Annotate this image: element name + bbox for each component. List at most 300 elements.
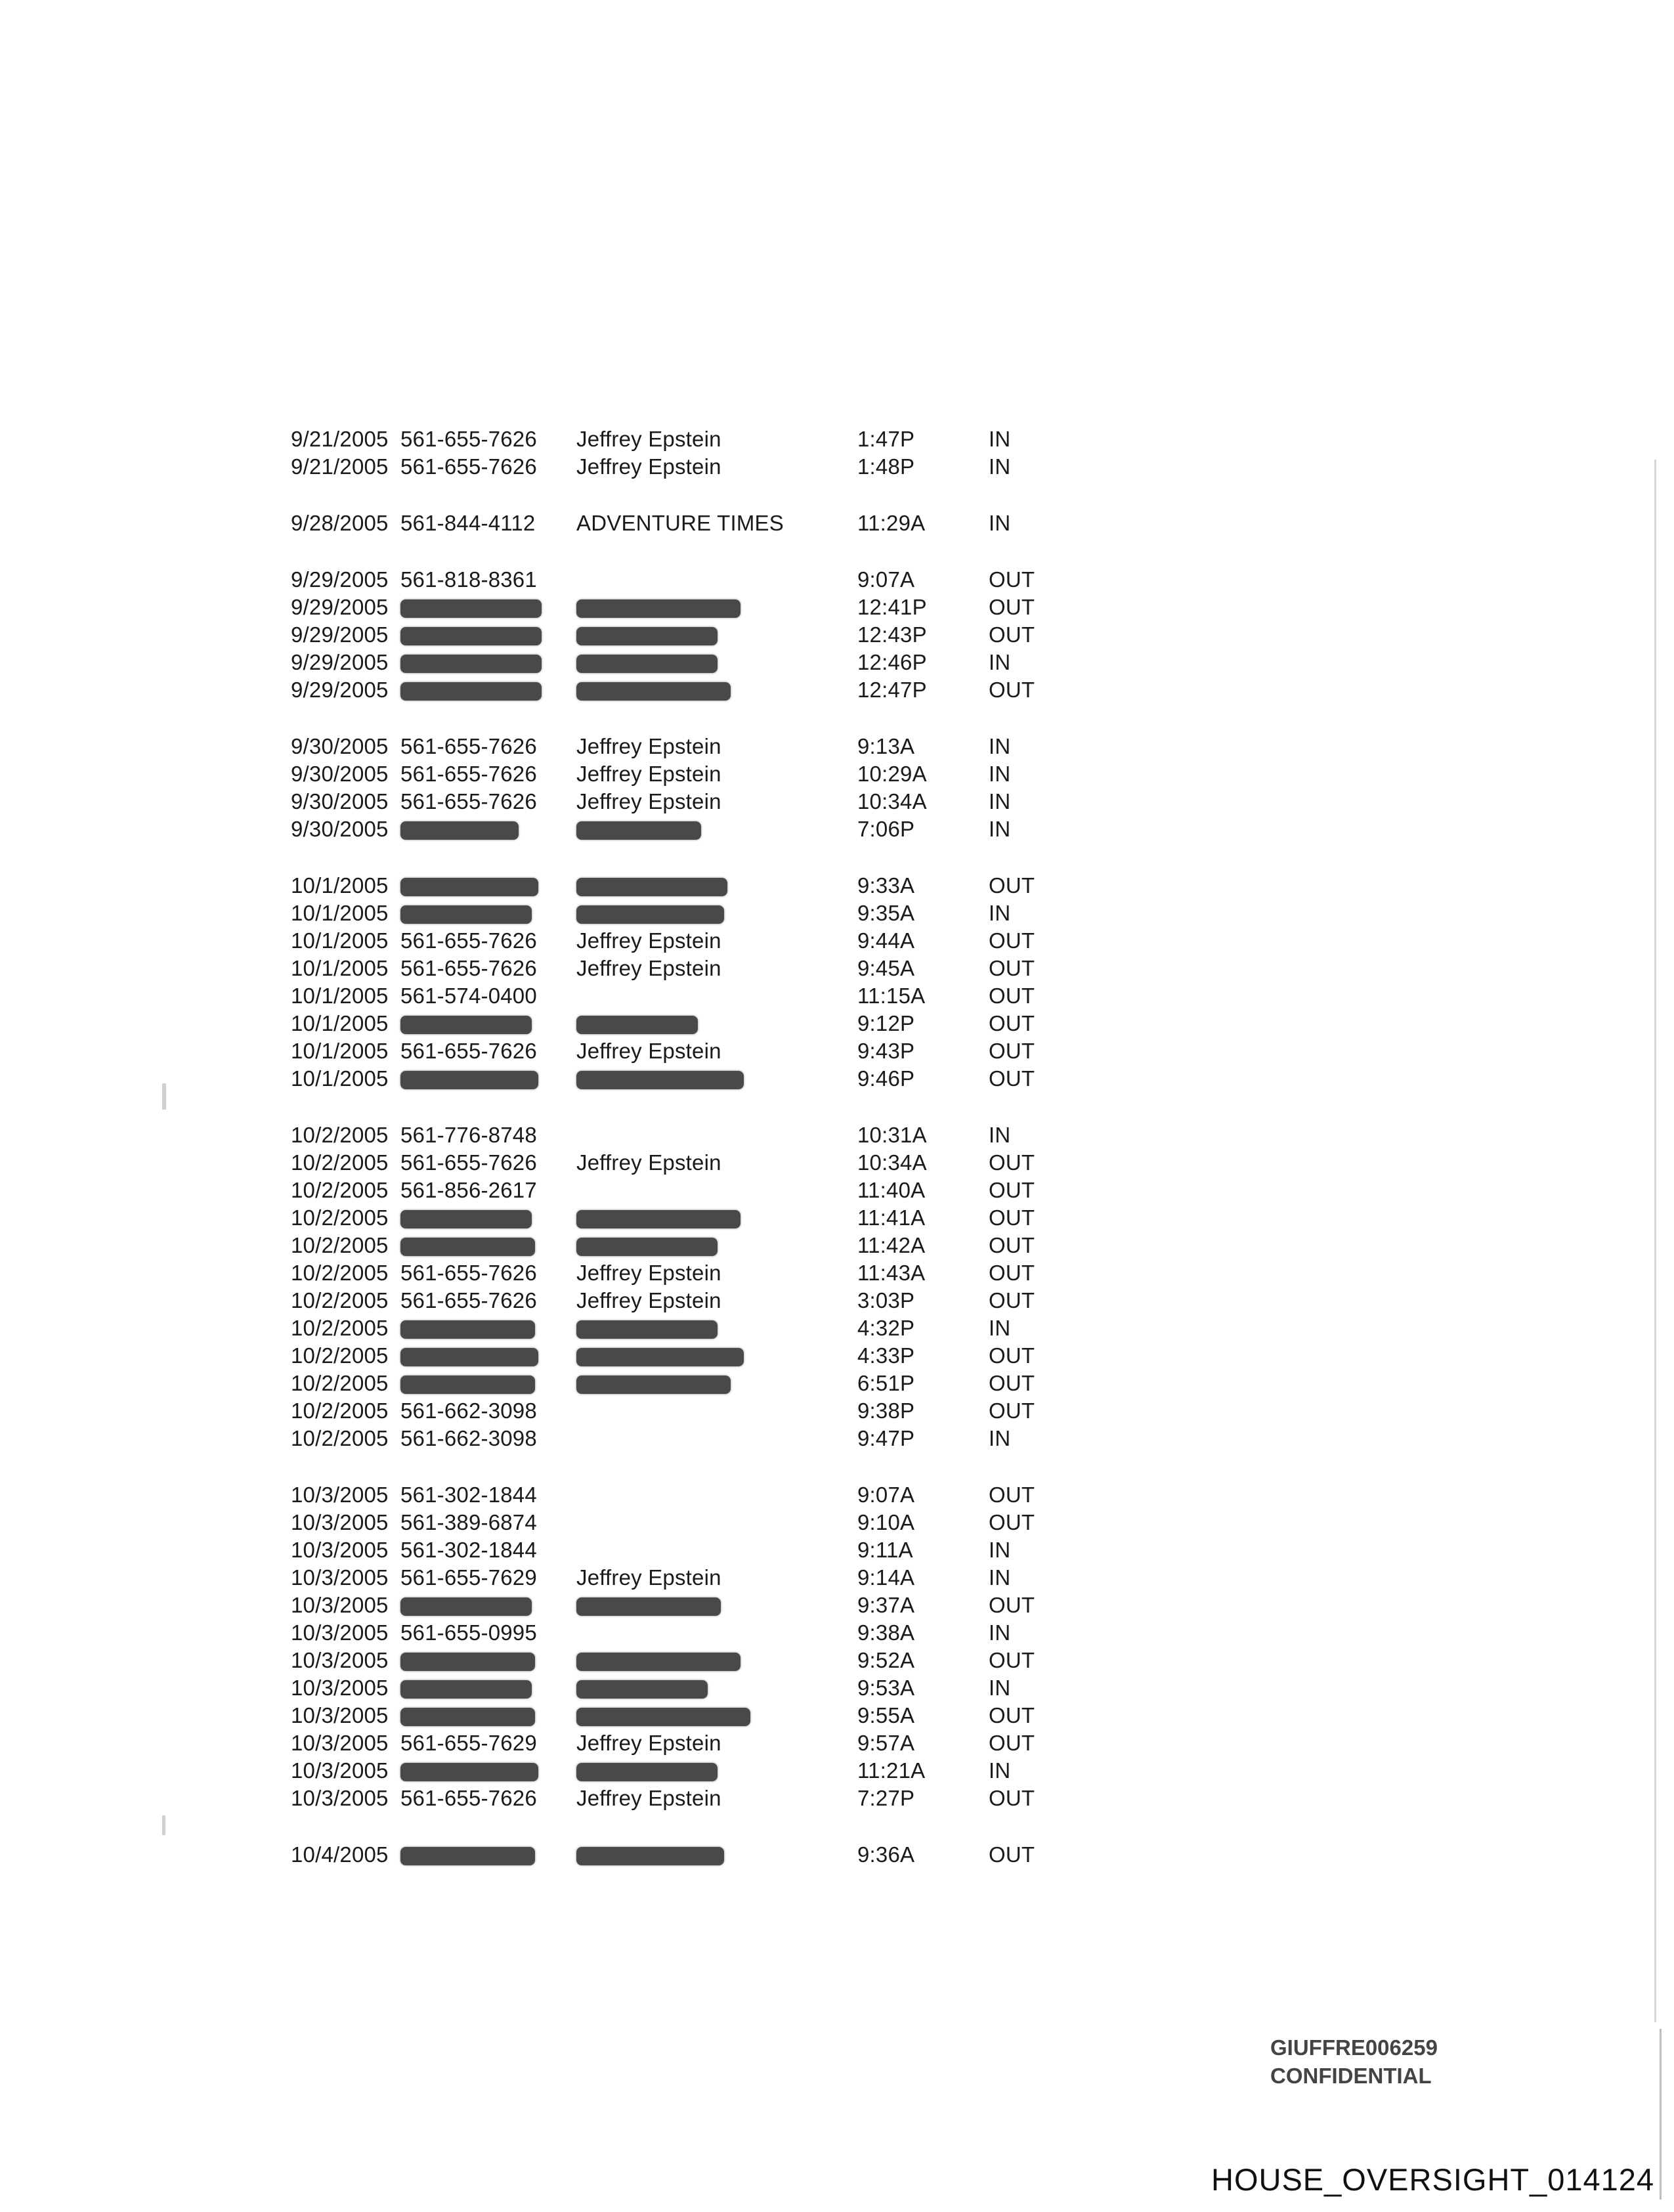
- call-date: 9/30/2005: [291, 817, 389, 841]
- call-direction: OUT: [989, 1483, 1035, 1507]
- redacted-name: [576, 1204, 740, 1232]
- redacted-phone: [400, 1342, 538, 1370]
- redaction-bar: [400, 1016, 532, 1034]
- house-oversight-number: HOUSE_OVERSIGHT_014124: [1211, 2162, 1655, 2197]
- phone-number: 561-776-8748: [400, 1123, 537, 1147]
- redacted-name: [576, 676, 731, 704]
- log-row: [0, 815, 1674, 843]
- call-time: 9:55A: [857, 1703, 915, 1727]
- call-time: 9:43P: [857, 1039, 915, 1063]
- redaction-bar: [400, 627, 542, 645]
- redaction-bar: [400, 599, 542, 618]
- call-time: 9:07A: [857, 567, 915, 592]
- call-direction: OUT: [989, 1150, 1035, 1175]
- log-row: [0, 927, 1674, 955]
- call-date: 9/30/2005: [291, 762, 389, 786]
- call-time: 12:47P: [857, 678, 927, 702]
- phone-number: 561-655-7626: [400, 1039, 537, 1063]
- call-date: 10/1/2005: [291, 928, 389, 953]
- call-time: 11:15A: [857, 984, 926, 1008]
- log-row: [0, 982, 1674, 1010]
- call-time: 9:45A: [857, 956, 915, 980]
- redaction-bar: [400, 1847, 535, 1865]
- log-row: [0, 649, 1674, 676]
- redaction-bar: [576, 821, 701, 840]
- call-time: 10:34A: [857, 789, 927, 813]
- redacted-phone: [400, 815, 519, 843]
- phone-number: 561-655-7626: [400, 1150, 537, 1175]
- call-direction: OUT: [989, 1510, 1035, 1534]
- phone-number: 561-662-3098: [400, 1399, 537, 1423]
- redacted-phone: [400, 1841, 535, 1869]
- contact-name: Jeffrey Epstein: [576, 1565, 721, 1590]
- contact-name: Jeffrey Epstein: [576, 427, 721, 451]
- redacted-phone: [400, 1702, 535, 1729]
- bates-number: GIUFFRE006259: [1270, 2035, 1438, 2060]
- redaction-bar: [400, 1680, 532, 1699]
- redaction-bar: [576, 1348, 744, 1366]
- call-time: 1:48P: [857, 454, 915, 479]
- call-direction: IN: [989, 1426, 1011, 1450]
- phone-number: 561-655-7626: [400, 789, 537, 813]
- redaction-bar: [400, 1376, 535, 1394]
- call-date: 10/3/2005: [291, 1703, 389, 1727]
- call-direction: OUT: [989, 984, 1035, 1008]
- call-date: 10/4/2005: [291, 1842, 389, 1867]
- call-direction: IN: [989, 511, 1011, 535]
- redaction-bar: [400, 655, 542, 673]
- call-direction: OUT: [989, 1066, 1035, 1091]
- redacted-phone: [400, 900, 532, 927]
- call-date: 10/2/2005: [291, 1343, 389, 1368]
- call-time: 9:37A: [857, 1593, 915, 1617]
- redaction-bar: [400, 1071, 538, 1089]
- call-date: 10/1/2005: [291, 873, 389, 898]
- phone-number: 561-655-7626: [400, 1261, 537, 1285]
- log-row: [0, 1509, 1674, 1536]
- contact-name: Jeffrey Epstein: [576, 1039, 721, 1063]
- redacted-name: [576, 1647, 740, 1674]
- log-row: [0, 1232, 1674, 1259]
- redaction-bar: [576, 655, 718, 673]
- call-time: 12:41P: [857, 595, 927, 619]
- call-time: 9:47P: [857, 1426, 915, 1450]
- log-row: [0, 425, 1674, 453]
- log-row: [0, 1342, 1674, 1370]
- call-direction: OUT: [989, 1011, 1035, 1035]
- call-date: 10/3/2005: [291, 1593, 389, 1617]
- call-direction: OUT: [989, 1205, 1035, 1230]
- log-row: [0, 1757, 1674, 1785]
- phone-number: 561-655-7626: [400, 1288, 537, 1312]
- phone-number: 561-655-7626: [400, 762, 537, 786]
- phone-number: 561-655-0995: [400, 1620, 537, 1645]
- call-direction: OUT: [989, 928, 1035, 953]
- redacted-phone: [400, 1757, 538, 1785]
- call-direction: IN: [989, 1676, 1011, 1700]
- call-time: 9:11A: [857, 1538, 913, 1562]
- redacted-name: [576, 1592, 721, 1619]
- call-date: 10/3/2005: [291, 1538, 389, 1562]
- call-date: 10/3/2005: [291, 1758, 389, 1783]
- call-date: 10/1/2005: [291, 901, 389, 925]
- scan-speck: [162, 1083, 166, 1110]
- redacted-name: [576, 1342, 744, 1370]
- redacted-name: [576, 594, 740, 621]
- call-direction: OUT: [989, 1371, 1035, 1395]
- redaction-bar: [400, 1708, 535, 1726]
- redacted-name: [576, 815, 701, 843]
- phone-number: 561-655-7626: [400, 454, 537, 479]
- call-time: 9:38A: [857, 1620, 915, 1645]
- redaction-bar: [576, 599, 740, 618]
- redaction-bar: [400, 1320, 535, 1339]
- log-row: [0, 1702, 1674, 1729]
- redacted-phone: [400, 1674, 532, 1702]
- call-date: 10/2/2005: [291, 1178, 389, 1202]
- redaction-bar: [576, 1653, 740, 1671]
- call-date: 10/1/2005: [291, 1039, 389, 1063]
- call-date: 10/3/2005: [291, 1565, 389, 1590]
- call-time: 7:27P: [857, 1786, 915, 1810]
- call-direction: OUT: [989, 1288, 1035, 1312]
- call-time: 9:13A: [857, 734, 915, 758]
- redacted-name: [576, 872, 727, 900]
- log-row: [0, 594, 1674, 621]
- phone-number: 561-574-0400: [400, 984, 537, 1008]
- redaction-bar: [400, 1238, 535, 1256]
- redaction-bar: [576, 1016, 698, 1034]
- call-date: 10/2/2005: [291, 1288, 389, 1312]
- log-row: [0, 1010, 1674, 1037]
- log-row: [0, 1729, 1674, 1757]
- call-time: 10:34A: [857, 1150, 927, 1175]
- call-date: 10/3/2005: [291, 1786, 389, 1810]
- call-time: 9:35A: [857, 901, 915, 925]
- log-row: [0, 1177, 1674, 1204]
- call-time: 11:21A: [857, 1758, 926, 1783]
- call-direction: IN: [989, 817, 1011, 841]
- redaction-bar: [400, 1348, 538, 1366]
- log-row: [0, 1841, 1674, 1869]
- call-direction: OUT: [989, 595, 1035, 619]
- call-time: 11:29A: [857, 511, 926, 535]
- phone-number: 561-655-7629: [400, 1565, 537, 1590]
- redaction-bar: [400, 682, 542, 701]
- redaction-bar: [576, 1847, 724, 1865]
- redaction-bar: [576, 1320, 718, 1339]
- redaction-bar: [400, 1763, 538, 1781]
- contact-name: Jeffrey Epstein: [576, 1288, 721, 1312]
- redaction-bar: [400, 1597, 532, 1616]
- call-date: 10/1/2005: [291, 1066, 389, 1091]
- call-date: 10/3/2005: [291, 1620, 389, 1645]
- call-date: 10/2/2005: [291, 1426, 389, 1450]
- redaction-bar: [400, 878, 538, 896]
- phone-number: 561-655-7626: [400, 1786, 537, 1810]
- log-row: [0, 1037, 1674, 1065]
- scan-edge-line-lower: [1660, 2029, 1662, 2200]
- redacted-name: [576, 621, 718, 649]
- call-direction: OUT: [989, 1261, 1035, 1285]
- call-date: 9/28/2005: [291, 511, 389, 535]
- phone-number: 561-302-1844: [400, 1483, 537, 1507]
- call-direction: IN: [989, 1620, 1011, 1645]
- call-date: 10/3/2005: [291, 1648, 389, 1672]
- call-time: 4:33P: [857, 1343, 915, 1368]
- log-row: [0, 1592, 1674, 1619]
- redacted-name: [576, 1010, 698, 1037]
- redacted-name: [576, 1702, 750, 1729]
- call-time: 9:44A: [857, 928, 915, 953]
- contact-name: ADVENTURE TIMES: [576, 511, 784, 535]
- contact-name: Jeffrey Epstein: [576, 454, 721, 479]
- redaction-bar: [576, 1376, 731, 1394]
- call-direction: OUT: [989, 1786, 1035, 1810]
- call-direction: IN: [989, 734, 1011, 758]
- call-time: 10:31A: [857, 1123, 927, 1147]
- call-time: 9:53A: [857, 1676, 915, 1700]
- redaction-bar: [576, 1210, 740, 1228]
- redacted-name: [576, 1841, 724, 1869]
- redaction-bar: [576, 1238, 718, 1256]
- call-date: 10/3/2005: [291, 1731, 389, 1755]
- call-direction: OUT: [989, 678, 1035, 702]
- call-direction: IN: [989, 1538, 1011, 1562]
- call-direction: OUT: [989, 622, 1035, 647]
- redaction-bar: [576, 878, 727, 896]
- call-direction: OUT: [989, 1178, 1035, 1202]
- redacted-phone: [400, 1592, 532, 1619]
- call-date: 10/2/2005: [291, 1205, 389, 1230]
- call-time: 9:57A: [857, 1731, 915, 1755]
- redacted-phone: [400, 1010, 532, 1037]
- redacted-phone: [400, 872, 538, 900]
- call-direction: OUT: [989, 873, 1035, 898]
- redacted-phone: [400, 1647, 535, 1674]
- call-date: 9/29/2005: [291, 622, 389, 647]
- phone-number: 561-662-3098: [400, 1426, 537, 1450]
- log-row: [0, 1287, 1674, 1314]
- call-date: 10/3/2005: [291, 1676, 389, 1700]
- log-row: [0, 788, 1674, 815]
- call-direction: IN: [989, 762, 1011, 786]
- redacted-phone: [400, 649, 542, 676]
- log-row: [0, 1149, 1674, 1177]
- log-row: [0, 733, 1674, 760]
- redacted-name: [576, 1674, 708, 1702]
- redaction-bar: [400, 905, 532, 924]
- call-date: 10/1/2005: [291, 956, 389, 980]
- redacted-phone: [400, 1232, 535, 1259]
- redacted-name: [576, 1065, 744, 1093]
- log-row: [0, 676, 1674, 704]
- call-date: 10/2/2005: [291, 1316, 389, 1340]
- redacted-name: [576, 1232, 718, 1259]
- contact-name: Jeffrey Epstein: [576, 956, 721, 980]
- call-time: 9:14A: [857, 1565, 915, 1590]
- log-row: [0, 1619, 1674, 1647]
- call-time: 12:46P: [857, 650, 927, 674]
- call-direction: OUT: [989, 567, 1035, 592]
- scan-edge-line: [1654, 460, 1656, 2022]
- redaction-bar: [576, 1597, 721, 1616]
- call-time: 9:33A: [857, 873, 915, 898]
- log-row: [0, 1647, 1674, 1674]
- log-row: [0, 621, 1674, 649]
- call-date: 10/2/2005: [291, 1233, 389, 1257]
- call-time: 4:32P: [857, 1316, 915, 1340]
- call-time: 9:12P: [857, 1011, 915, 1035]
- log-row: [0, 1785, 1674, 1812]
- redacted-phone: [400, 621, 542, 649]
- call-time: 11:41A: [857, 1205, 926, 1230]
- log-row: [0, 1370, 1674, 1397]
- redacted-name: [576, 900, 724, 927]
- redaction-bar: [576, 1763, 718, 1781]
- contact-name: Jeffrey Epstein: [576, 1150, 721, 1175]
- redacted-phone: [400, 1065, 538, 1093]
- call-direction: IN: [989, 1316, 1011, 1340]
- call-time: 11:42A: [857, 1233, 926, 1257]
- redaction-bar: [400, 1653, 535, 1671]
- log-row: [0, 453, 1674, 481]
- call-date: 9/29/2005: [291, 567, 389, 592]
- redacted-phone: [400, 676, 542, 704]
- log-row: [0, 1121, 1674, 1149]
- log-row: [0, 955, 1674, 982]
- contact-name: Jeffrey Epstein: [576, 1261, 721, 1285]
- contact-name: Jeffrey Epstein: [576, 789, 721, 813]
- contact-name: Jeffrey Epstein: [576, 734, 721, 758]
- call-date: 10/2/2005: [291, 1123, 389, 1147]
- call-time: 10:29A: [857, 762, 927, 786]
- log-row: [0, 1425, 1674, 1452]
- call-time: 11:43A: [857, 1261, 926, 1285]
- log-row: [0, 1481, 1674, 1509]
- log-row: [0, 872, 1674, 900]
- redacted-phone: [400, 1370, 535, 1397]
- redaction-bar: [576, 1071, 744, 1089]
- call-direction: OUT: [989, 1039, 1035, 1063]
- call-direction: IN: [989, 901, 1011, 925]
- call-time: 11:40A: [857, 1178, 926, 1202]
- call-direction: IN: [989, 1123, 1011, 1147]
- phone-number: 561-818-8361: [400, 567, 537, 592]
- call-direction: OUT: [989, 1731, 1035, 1755]
- call-direction: IN: [989, 1758, 1011, 1783]
- call-time: 9:36A: [857, 1842, 915, 1867]
- call-date: 9/30/2005: [291, 789, 389, 813]
- call-date: 9/29/2005: [291, 650, 389, 674]
- log-row: [0, 1536, 1674, 1564]
- call-date: 10/2/2005: [291, 1399, 389, 1423]
- phone-number: 561-844-4112: [400, 511, 536, 535]
- log-row: [0, 1397, 1674, 1425]
- redacted-name: [576, 1370, 731, 1397]
- call-time: 12:43P: [857, 622, 927, 647]
- log-row: [0, 760, 1674, 788]
- phone-number: 561-655-7626: [400, 427, 537, 451]
- call-time: 7:06P: [857, 817, 915, 841]
- redaction-bar: [576, 682, 731, 701]
- log-row: [0, 1204, 1674, 1232]
- call-time: 9:10A: [857, 1510, 915, 1534]
- call-direction: OUT: [989, 1648, 1035, 1672]
- call-time: 1:47P: [857, 427, 915, 451]
- call-direction: IN: [989, 789, 1011, 813]
- call-time: 9:07A: [857, 1483, 915, 1507]
- contact-name: Jeffrey Epstein: [576, 1786, 721, 1810]
- contact-name: Jeffrey Epstein: [576, 762, 721, 786]
- redaction-bar: [576, 905, 724, 924]
- call-time: 6:51P: [857, 1371, 915, 1395]
- contact-name: Jeffrey Epstein: [576, 928, 721, 953]
- log-row: [0, 900, 1674, 927]
- call-date: 10/2/2005: [291, 1150, 389, 1175]
- redacted-phone: [400, 594, 542, 621]
- redacted-phone: [400, 1204, 532, 1232]
- redaction-bar: [400, 821, 519, 840]
- log-row: [0, 510, 1674, 537]
- log-row: [0, 1314, 1674, 1342]
- contact-name: Jeffrey Epstein: [576, 1731, 721, 1755]
- call-date: 9/30/2005: [291, 734, 389, 758]
- call-direction: OUT: [989, 1399, 1035, 1423]
- phone-number: 561-655-7629: [400, 1731, 537, 1755]
- call-direction: IN: [989, 1565, 1011, 1590]
- redaction-bar: [576, 627, 718, 645]
- call-direction: IN: [989, 427, 1011, 451]
- confidential-stamp: CONFIDENTIAL: [1270, 2064, 1432, 2088]
- call-time: 9:46P: [857, 1066, 915, 1091]
- call-direction: OUT: [989, 1703, 1035, 1727]
- call-date: 10/3/2005: [291, 1510, 389, 1534]
- call-date: 9/21/2005: [291, 427, 389, 451]
- scan-speck: [162, 1815, 165, 1835]
- phone-number: 561-655-7626: [400, 734, 537, 758]
- call-direction: OUT: [989, 1842, 1035, 1867]
- redacted-name: [576, 649, 718, 676]
- call-time: 3:03P: [857, 1288, 915, 1312]
- phone-number: 561-655-7626: [400, 928, 537, 953]
- redaction-bar: [576, 1708, 750, 1726]
- redacted-name: [576, 1314, 718, 1342]
- redacted-name: [576, 1757, 718, 1785]
- call-direction: OUT: [989, 956, 1035, 980]
- redaction-bar: [400, 1210, 532, 1228]
- call-date: 9/29/2005: [291, 595, 389, 619]
- call-direction: IN: [989, 454, 1011, 479]
- phone-number: 561-389-6874: [400, 1510, 537, 1534]
- log-row: [0, 1564, 1674, 1592]
- redaction-bar: [576, 1680, 708, 1699]
- call-direction: OUT: [989, 1233, 1035, 1257]
- call-date: 9/21/2005: [291, 454, 389, 479]
- phone-number: 561-655-7626: [400, 956, 537, 980]
- call-date: 9/29/2005: [291, 678, 389, 702]
- call-time: 9:52A: [857, 1648, 915, 1672]
- log-row: [0, 1065, 1674, 1093]
- log-row: [0, 1259, 1674, 1287]
- call-time: 9:38P: [857, 1399, 915, 1423]
- call-date: 10/2/2005: [291, 1261, 389, 1285]
- log-row: [0, 1674, 1674, 1702]
- phone-number: 561-302-1844: [400, 1538, 537, 1562]
- call-direction: OUT: [989, 1593, 1035, 1617]
- call-date: 10/3/2005: [291, 1483, 389, 1507]
- call-date: 10/2/2005: [291, 1371, 389, 1395]
